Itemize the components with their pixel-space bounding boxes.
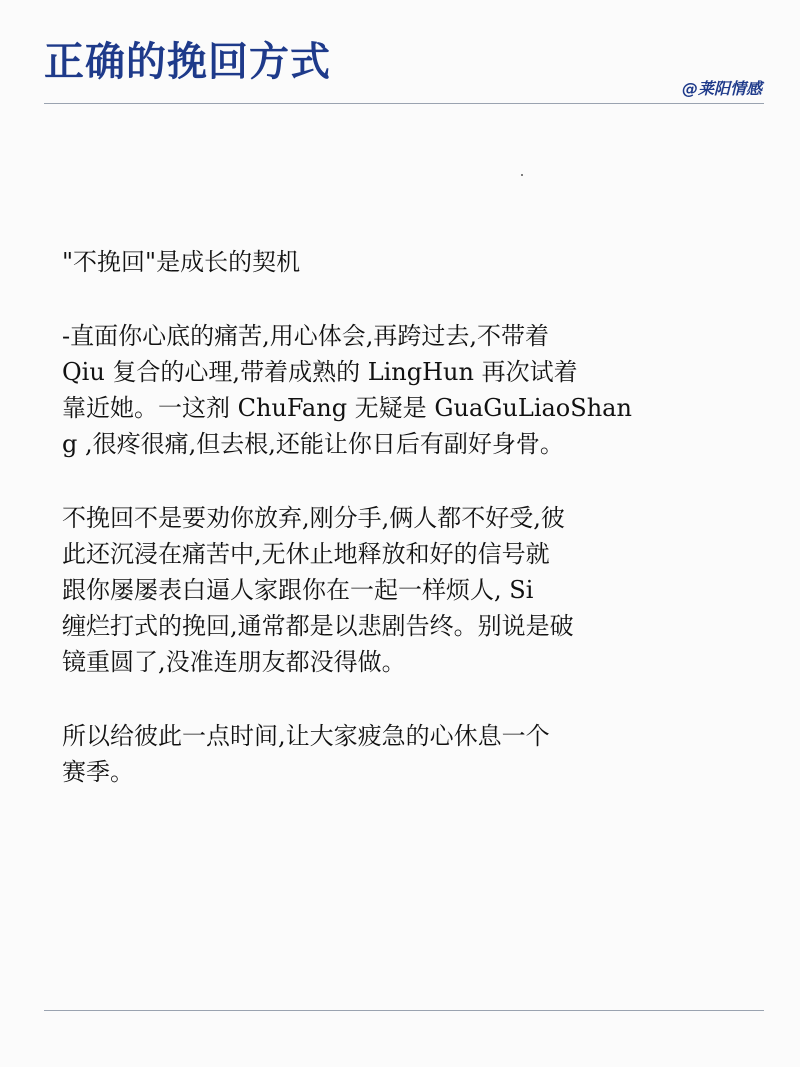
paragraph-line: Qiu 复合的心理,带着成熟的 LingHun 再次试着 — [62, 358, 578, 386]
paragraph-gap — [62, 462, 762, 500]
paragraph-line: g ,很疼很痛,但去根,还能让你日后有副好身骨。 — [62, 430, 564, 458]
paragraph-line: 跟你屡屡表白逼人家跟你在一起一样烦人, Si — [62, 576, 534, 604]
section-heading: "不挽回"是成长的契机 — [62, 248, 301, 276]
paragraph-2 — [62, 500, 762, 680]
paragraph-line: 靠近她。一这剂 ChuFang 无疑是 GuaGuLiaoShan — [62, 394, 632, 422]
paragraph-1 — [62, 318, 762, 462]
paragraph-line: 所以给彼此一点时间,让大家疲急的心休息一个 — [62, 722, 550, 750]
paragraph-gap — [62, 680, 762, 718]
paragraph-line: 镜重圆了,没准连朋友都没得做。 — [62, 648, 406, 676]
paragraph-line: 缠烂打式的挽回,通常都是以悲剧告终。别说是破 — [62, 612, 574, 640]
bottom-divider — [44, 1010, 764, 1011]
paragraph-gap — [62, 280, 762, 318]
paragraph-line: -直面你心底的痛苦,用心体会,再跨过去,不带着 — [62, 322, 549, 350]
article-body — [62, 244, 762, 790]
decorative-dot — [521, 174, 523, 176]
paragraph-line: 赛季。 — [62, 758, 134, 786]
paragraph-3 — [62, 718, 762, 790]
author-handle: @莱阳情感 — [681, 79, 762, 98]
page-title: 正确的挽回方式 — [44, 39, 331, 85]
top-divider — [44, 103, 764, 104]
paragraph-line: 此还沉浸在痛苦中,无休止地释放和好的信号就 — [62, 540, 550, 568]
paragraph-line: 不挽回不是要劝你放弃,刚分手,俩人都不好受,彼 — [62, 504, 565, 532]
